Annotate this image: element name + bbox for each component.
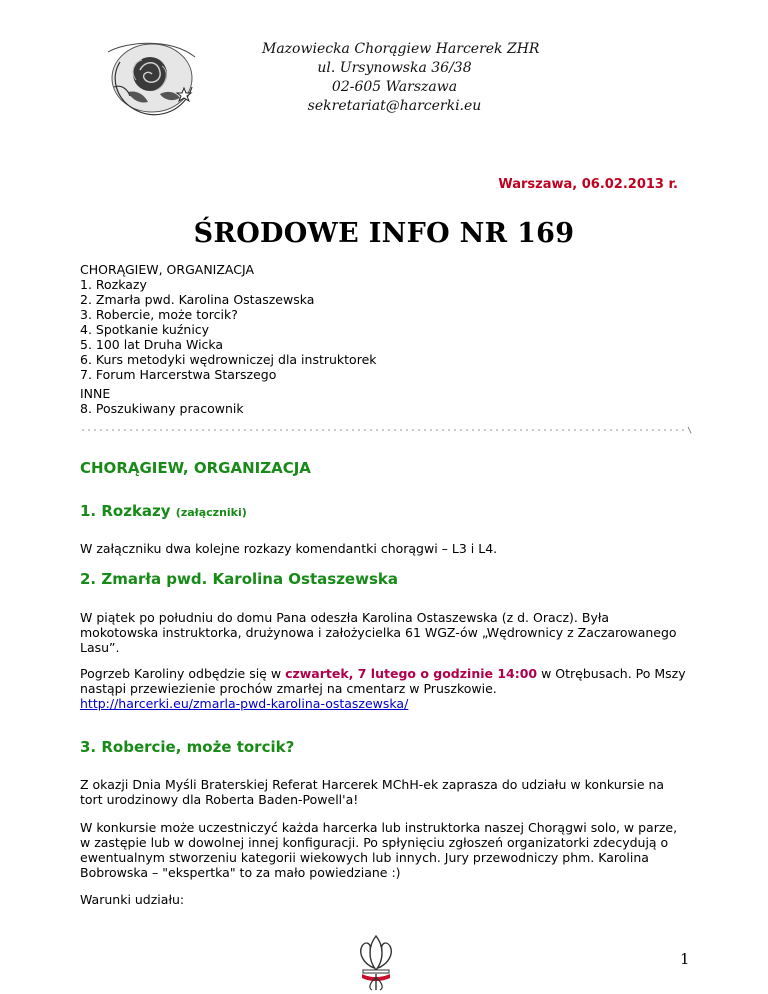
section-heading: CHORĄGIEW, ORGANIZACJA — [80, 459, 311, 477]
item-3-body-3: Warunki udziału: — [80, 892, 185, 907]
item-1-heading — [80, 502, 247, 520]
toc-heading: CHORĄGIEW, ORGANIZACJA — [80, 262, 254, 277]
item-2-heading: 2. Zmarła pwd. Karolina Ostaszewska — [80, 570, 398, 588]
dotted-divider — [80, 428, 688, 432]
item-3-body-1: Z okazji Dnia Myśli Braterskiej Referat Harcerek MChH-ek zaprasza do udziału w konkursie na tort urodzinowy dla Roberta Baden-Powell'a! — [80, 777, 665, 807]
attachments-note: (załączniki) — [175, 506, 247, 519]
funeral-date-highlight: czwartek, 7 lutego o godzinie 14:00 — [285, 666, 538, 681]
page-number: 1 — [680, 950, 690, 968]
toc-item: 4. Spotkanie kuźnicy — [80, 322, 210, 337]
item-1-title: 1. Rozkazy — [80, 502, 171, 520]
toc-item: 3. Robercie, może torcik? — [80, 307, 238, 322]
item-2-body-1: W piątek po południu do domu Pana odeszła Karolina Ostaszewska (z d. Oracz). Była mokotowska instruktorka, drużynowa i założycielka 61 WGZ-ów „Wędrownicy z Zaczarowanego Lasu”. — [80, 610, 677, 655]
toc-item: 5. 100 lat Druha Wicka — [80, 337, 224, 352]
item-2-body-2-post: w Otrębusach. Po Mszy nastąpi przewiezienie prochów zmarłej na cmentarz w Pruszkowie. — [80, 666, 686, 696]
item-2-body-2 — [80, 666, 690, 711]
table-of-contents-other — [80, 386, 700, 416]
letterhead-org: Mazowiecka Chorągiew Harcerek ZHR — [262, 41, 540, 57]
table-of-contents — [80, 262, 700, 382]
toc-item: 2. Zmarła pwd. Karolina Ostaszewska — [80, 292, 315, 307]
toc-item: 8. Poszukiwany pracownik — [80, 401, 244, 416]
item-3-heading: 3. Robercie, może torcik? — [80, 738, 295, 756]
letterhead — [262, 40, 540, 116]
toc-item: 1. Rozkazy — [80, 277, 147, 292]
item-2-body-2-pre: Pogrzeb Karoliny odbędzie się w — [80, 666, 282, 681]
item-1-body: W załączniku dwa kolejne rozkazy komendantki chorągwi – L3 i L4. — [80, 541, 498, 556]
toc-item: 7. Forum Harcerstwa Starszego — [80, 367, 277, 382]
letterhead-street: ul. Ursynowska 36/38 — [317, 60, 472, 76]
article-link[interactable]: http://harcerki.eu/zmarla-pwd-karolina-ostaszewska/ — [80, 696, 409, 711]
toc-item: 6. Kurs metodyki wędrowniczej dla instruktorek — [80, 352, 377, 367]
toc-other-heading: INNE — [80, 386, 111, 401]
divider-tick — [688, 425, 695, 433]
letterhead-email: sekretariat@harcerki.eu — [307, 98, 482, 114]
page-title: ŚRODOWE INFO NR 169 — [193, 218, 575, 249]
fleur-de-lis-icon — [356, 934, 396, 992]
item-3-body-2: W konkursie może uczestniczyć każda harcerka lub instruktorka naszej Chorągwi solo, w parze, w zastępie lub w dowolnej innej konfiguracji. Po spłynięciu zgłoszeń organizatorki zdecydują o ewentualnym stworzeniu kategorii wiekowych lub innych. Jury przewodniczy phm. Karolina Bobrowska – "ekspertka" to za mało powiedziane :) — [80, 820, 678, 880]
letterhead-city: 02-605 Warszawa — [331, 79, 458, 95]
rose-logo — [100, 32, 200, 127]
document-date: Warszawa, 06.02.2013 r. — [498, 177, 678, 192]
